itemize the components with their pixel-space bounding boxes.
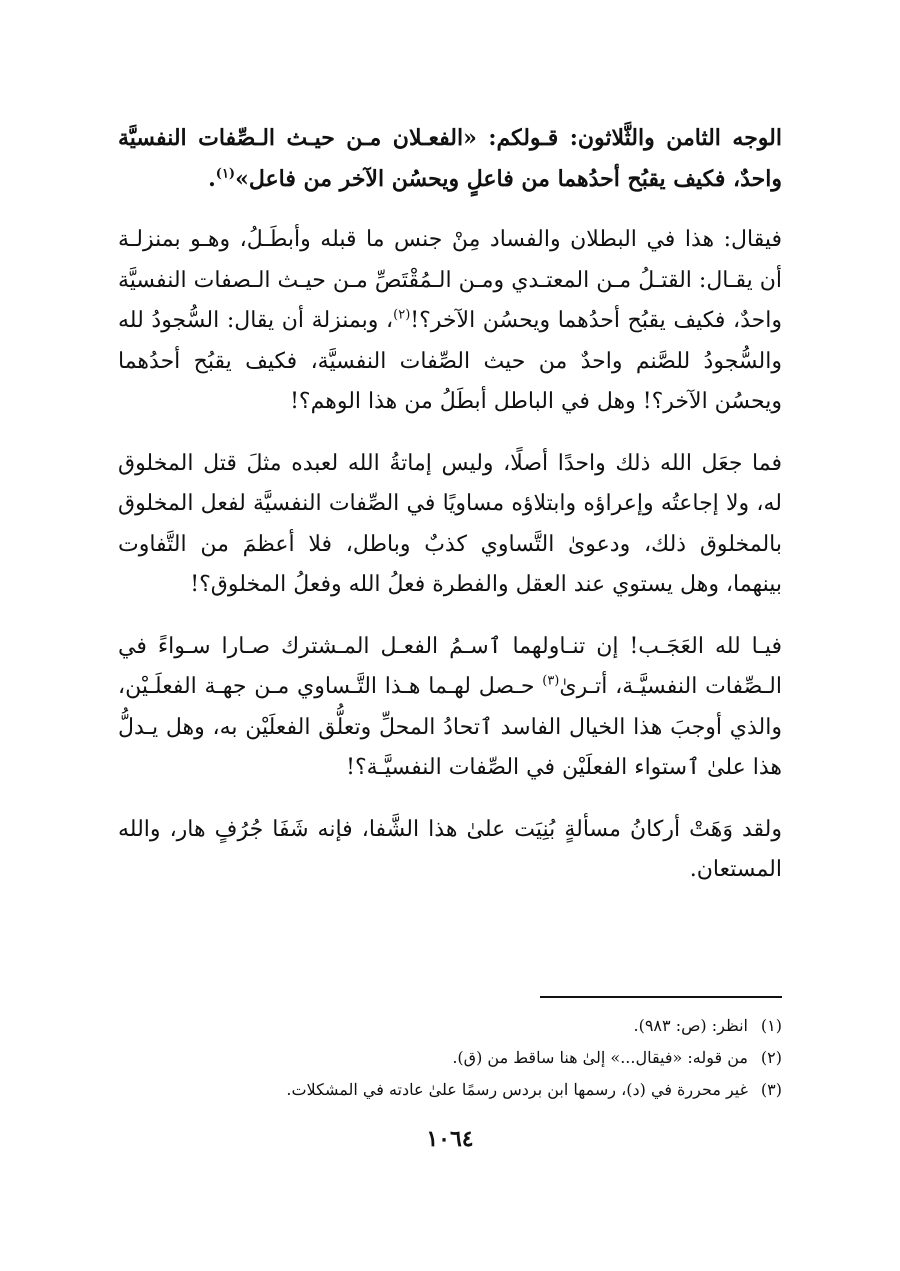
paragraph-2: [118, 220, 782, 423]
footnote-2-number: (٢): [760, 1048, 782, 1067]
paragraph-1: [118, 118, 782, 199]
footnote-1-text: انظر: (ص: ٩٨٣).: [633, 1016, 748, 1035]
paragraph-4-text: فيـا لله العَجَـب! إن تنـاولهما ٱسـمُ الفعـل المـشترك صـارا سـواءً في الـصِّفات النفسيَّـة، أتـرىٰ: [118, 633, 782, 699]
paragraph-3: [118, 444, 782, 606]
paragraph-1-text: الوجه الثامن والثَّلاثون: قـولكم: «الفعـلان مـن حيـث الـصِّفات النفسيَّة واحدٌ، فكيف يقبُح أحدُهما من فاعلٍ ويحسُن الآخر من فاعل»: [118, 125, 782, 192]
footnote-ref-2: (٢): [393, 307, 411, 323]
footnote-3-number: (٣): [760, 1080, 782, 1099]
footnote-2: [118, 1042, 782, 1074]
paragraph-1-tail: .: [208, 165, 216, 192]
paragraph-3-text: فما جعَل الله ذلك واحدًا أصلًا، وليس إماتةُ الله لعبده مثلَ قتل المخلوق له، ولا إجاعتُه وإعراؤه وابتلاؤه مساويًا في الصِّفات النفسيَّة لفعل المخلوق بالمخلوق ذلك، ودعوىٰ التَّساوي كذبٌ وباطل، فلا أعظمَ من التَّفاوت بينهما، وهل يستوي عند العقل والفطرة فعلُ الله وفعلُ المخلوق؟!: [118, 450, 782, 597]
page-number: ١٠٦٤: [426, 1126, 474, 1152]
footnote-3: [118, 1074, 782, 1106]
footnote-1: [118, 1010, 782, 1042]
footnote-separator: [540, 996, 782, 998]
paragraph-4: [118, 627, 782, 789]
footnote-2-text: من قوله: «فيقال...» إلىٰ هنا ساقط من (ق).: [452, 1048, 748, 1067]
footnotes: [118, 1010, 782, 1106]
paragraph-4-tail: حـصل لهـما هـذا التَّـساوي مـن جهـة الفعلَـيْن، والذي أوجبَ هذا الخيال الفاسد ٱتحادُ المحلِّ وتعلُّق الفعلَيْن به، وهل يـدلُّ هذا علىٰ ٱستواء الفعلَيْن في الصِّفات النفسيَّـة؟!: [118, 674, 782, 780]
paragraph-2-text: فيقال: هذا في البطلان والفساد مِنْ جنس ما قبله وأبطَـلُ، وهـو بمنزلـة أن يقـال: القتـلُ مـن المعتـدي ومـن الـمُقْتَصِّ مـن حيـث الـصفات النفسيَّة واحدٌ، فكيف يقبُح أحدُهما ويحسُن الآخر؟!: [118, 227, 783, 333]
main-text: [118, 118, 782, 912]
footnote-1-number: (١): [760, 1016, 782, 1035]
footnote-3-text: غير محررة في (د)، رسمها ابن بردس رسمًا علىٰ عادته في المشكلات.: [286, 1080, 748, 1099]
footnote-ref-1: (١): [215, 166, 236, 182]
paragraph-5-text: ولقد وَهَتْ أركانُ مسألةٍ بُنِيَت علىٰ هذا الشَّفا، فإنه شَفَا جُرُفٍ هار، والله المستعان.: [118, 816, 782, 882]
paragraph-5: [118, 810, 782, 891]
paragraph-2-tail: ، وبمنزلة أن يقال: السُّجودُ لله والسُّجودُ للصَّنم واحدٌ من حيث الصِّفات النفسيَّة، فكيف يقبُح أحدُهما ويحسُن الآخر؟! وهل في الباطل أبطَلُ من هذا الوهم؟!: [118, 308, 782, 414]
footnote-ref-3: (٣): [542, 673, 560, 689]
